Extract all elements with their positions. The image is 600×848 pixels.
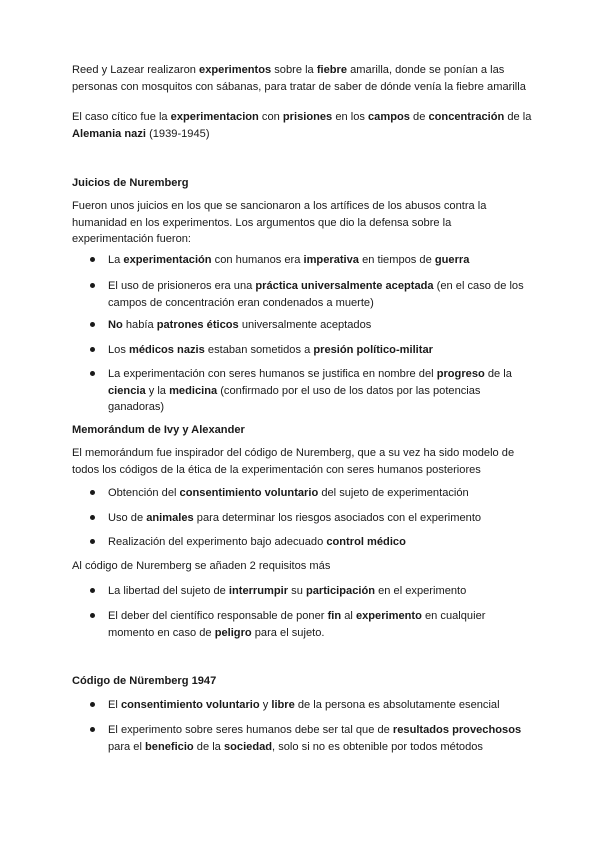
bold-term: médicos nazis [128, 344, 205, 356]
bold-term: presión político-militar [313, 344, 433, 356]
list-item [108, 278, 528, 311]
list-item [108, 317, 528, 334]
bullet-icon [90, 702, 95, 707]
bold-term: experimentos [199, 64, 272, 76]
list-item [108, 583, 528, 600]
section-title-juicios: Juicios de Nuremberg [72, 177, 189, 189]
bold-term: fiebre [316, 64, 348, 76]
bold-term: experimentacion [170, 111, 259, 123]
bold-term: resultados provechosos [392, 724, 522, 736]
bullet-icon [90, 490, 95, 495]
bullet-icon [90, 588, 95, 593]
bullet-icon [90, 283, 95, 288]
bold-term: patrones éticos [156, 319, 239, 331]
bold-term: guerra [434, 254, 470, 266]
bold-term: fin [327, 610, 342, 622]
bullet-text: Los médicos nazis estaban sometidos a presión político-militar [108, 344, 433, 356]
bold-term: control médico [326, 536, 406, 548]
bold-term: imperativa [303, 254, 359, 266]
bold-term: ciencia [108, 384, 146, 397]
bold-term: prisiones [282, 111, 333, 123]
list-item [108, 608, 528, 641]
bold-term: peligro [214, 626, 252, 639]
list-item [108, 534, 528, 551]
bold-term: experimento [355, 610, 422, 622]
bold-term: interrumpir [228, 585, 289, 597]
bold-term: beneficio [145, 740, 194, 753]
list-item [108, 252, 528, 269]
bullet-text: El uso de prisioneros era una práctica universalmente aceptada (en el caso de los campos de concentración eran condenados a muerte) [108, 280, 524, 309]
list-item [108, 510, 528, 527]
bold-term: libre [271, 699, 295, 711]
bold-term: consentimiento voluntario [179, 487, 319, 499]
bullet-text: La experimentación con humanos era imperativa en tiempos de guerra [108, 254, 470, 266]
bullet-text: La experimentación con seres humanos se justifica en nombre del progreso de la ciencia y la medicina (confirmado por el uso de los datos por las potencias ganadoras) [108, 368, 512, 413]
bullet-icon [90, 322, 95, 327]
bullet-icon [90, 539, 95, 544]
bullet-text: Uso de animales para determinar los riesgos asociados con el experimento [108, 512, 482, 524]
bullet-icon [90, 347, 95, 352]
section-title-codigo: Código de Nüremberg 1947 [72, 675, 217, 687]
intro-paragraph-1: Reed y Lazear realizaron experimentos sobre la fiebre amarilla, donde se ponían a las personas con mosquitos con sábanas, para tratar de saber de dónde venía la fiebre amarilla [72, 64, 526, 93]
memorandum-intro: El memorándum fue inspirador del código de Nuremberg, que a su vez ha sido modelo de todos los códigos de la ética de la experimentación con seres humanos posteriores [72, 447, 515, 476]
bullet-text: Obtención del consentimiento voluntario del sujeto de experimentación [108, 487, 469, 499]
bold-term: animales [146, 512, 194, 524]
bullet-text: El experimento sobre seres humanos debe ser tal que de resultados provechosos para el beneficio de la sociedad, solo si no es obtenible por todos métodos [108, 724, 522, 753]
extra-requirements-intro: Al código de Nuremberg se añaden 2 requisitos más [72, 560, 331, 572]
intro-paragraph-2: El caso cítico fue la experimentacion con prisiones en los campos de concentración de la Alemania nazi (1939-1945) [72, 111, 532, 140]
bold-term: campos [368, 111, 410, 123]
bullet-icon [90, 257, 95, 262]
bullet-text: La libertad del sujeto de interrumpir su participación en el experimento [108, 585, 467, 597]
list-item [108, 342, 528, 359]
list-item [108, 722, 528, 755]
bullet-icon [90, 371, 95, 376]
bullet-text: Realización del experimento bajo adecuado control médico [108, 536, 406, 548]
bold-term: No [108, 319, 123, 331]
juicios-intro: Fueron unos juicios en los que se sancionaron a los artífices de los abusos contra la humanidad en los experimentos. Los argumentos que dio la defensa sobre la experimentación fueron: [72, 200, 487, 245]
bold-term: concentración [428, 111, 505, 123]
bullet-icon [90, 727, 95, 732]
bullet-icon [90, 515, 95, 520]
bullet-icon [90, 613, 95, 618]
section-title-memorandum: Memorándum de Ivy y Alexander [72, 424, 245, 436]
bold-term: Alemania nazi [72, 127, 146, 140]
bullet-text: No había patrones éticos universalmente aceptados [108, 319, 372, 331]
bold-term: sociedad [223, 740, 273, 753]
list-item [108, 366, 528, 416]
list-item [108, 485, 528, 502]
bullet-text: El consentimiento voluntario y libre de la persona es absolutamente esencial [108, 699, 500, 711]
bold-term: práctica universalmente aceptada [255, 280, 434, 292]
list-item [108, 697, 528, 714]
bullet-text: El deber del científico responsable de poner fin al experimento en cualquier momento en caso de peligro para el sujeto. [108, 610, 486, 639]
bold-term: experimentación [123, 254, 212, 266]
bold-term: consentimiento voluntario [120, 699, 260, 711]
bold-term: medicina [169, 384, 218, 397]
bold-term: progreso [436, 368, 485, 380]
bold-term: participación [305, 585, 376, 597]
